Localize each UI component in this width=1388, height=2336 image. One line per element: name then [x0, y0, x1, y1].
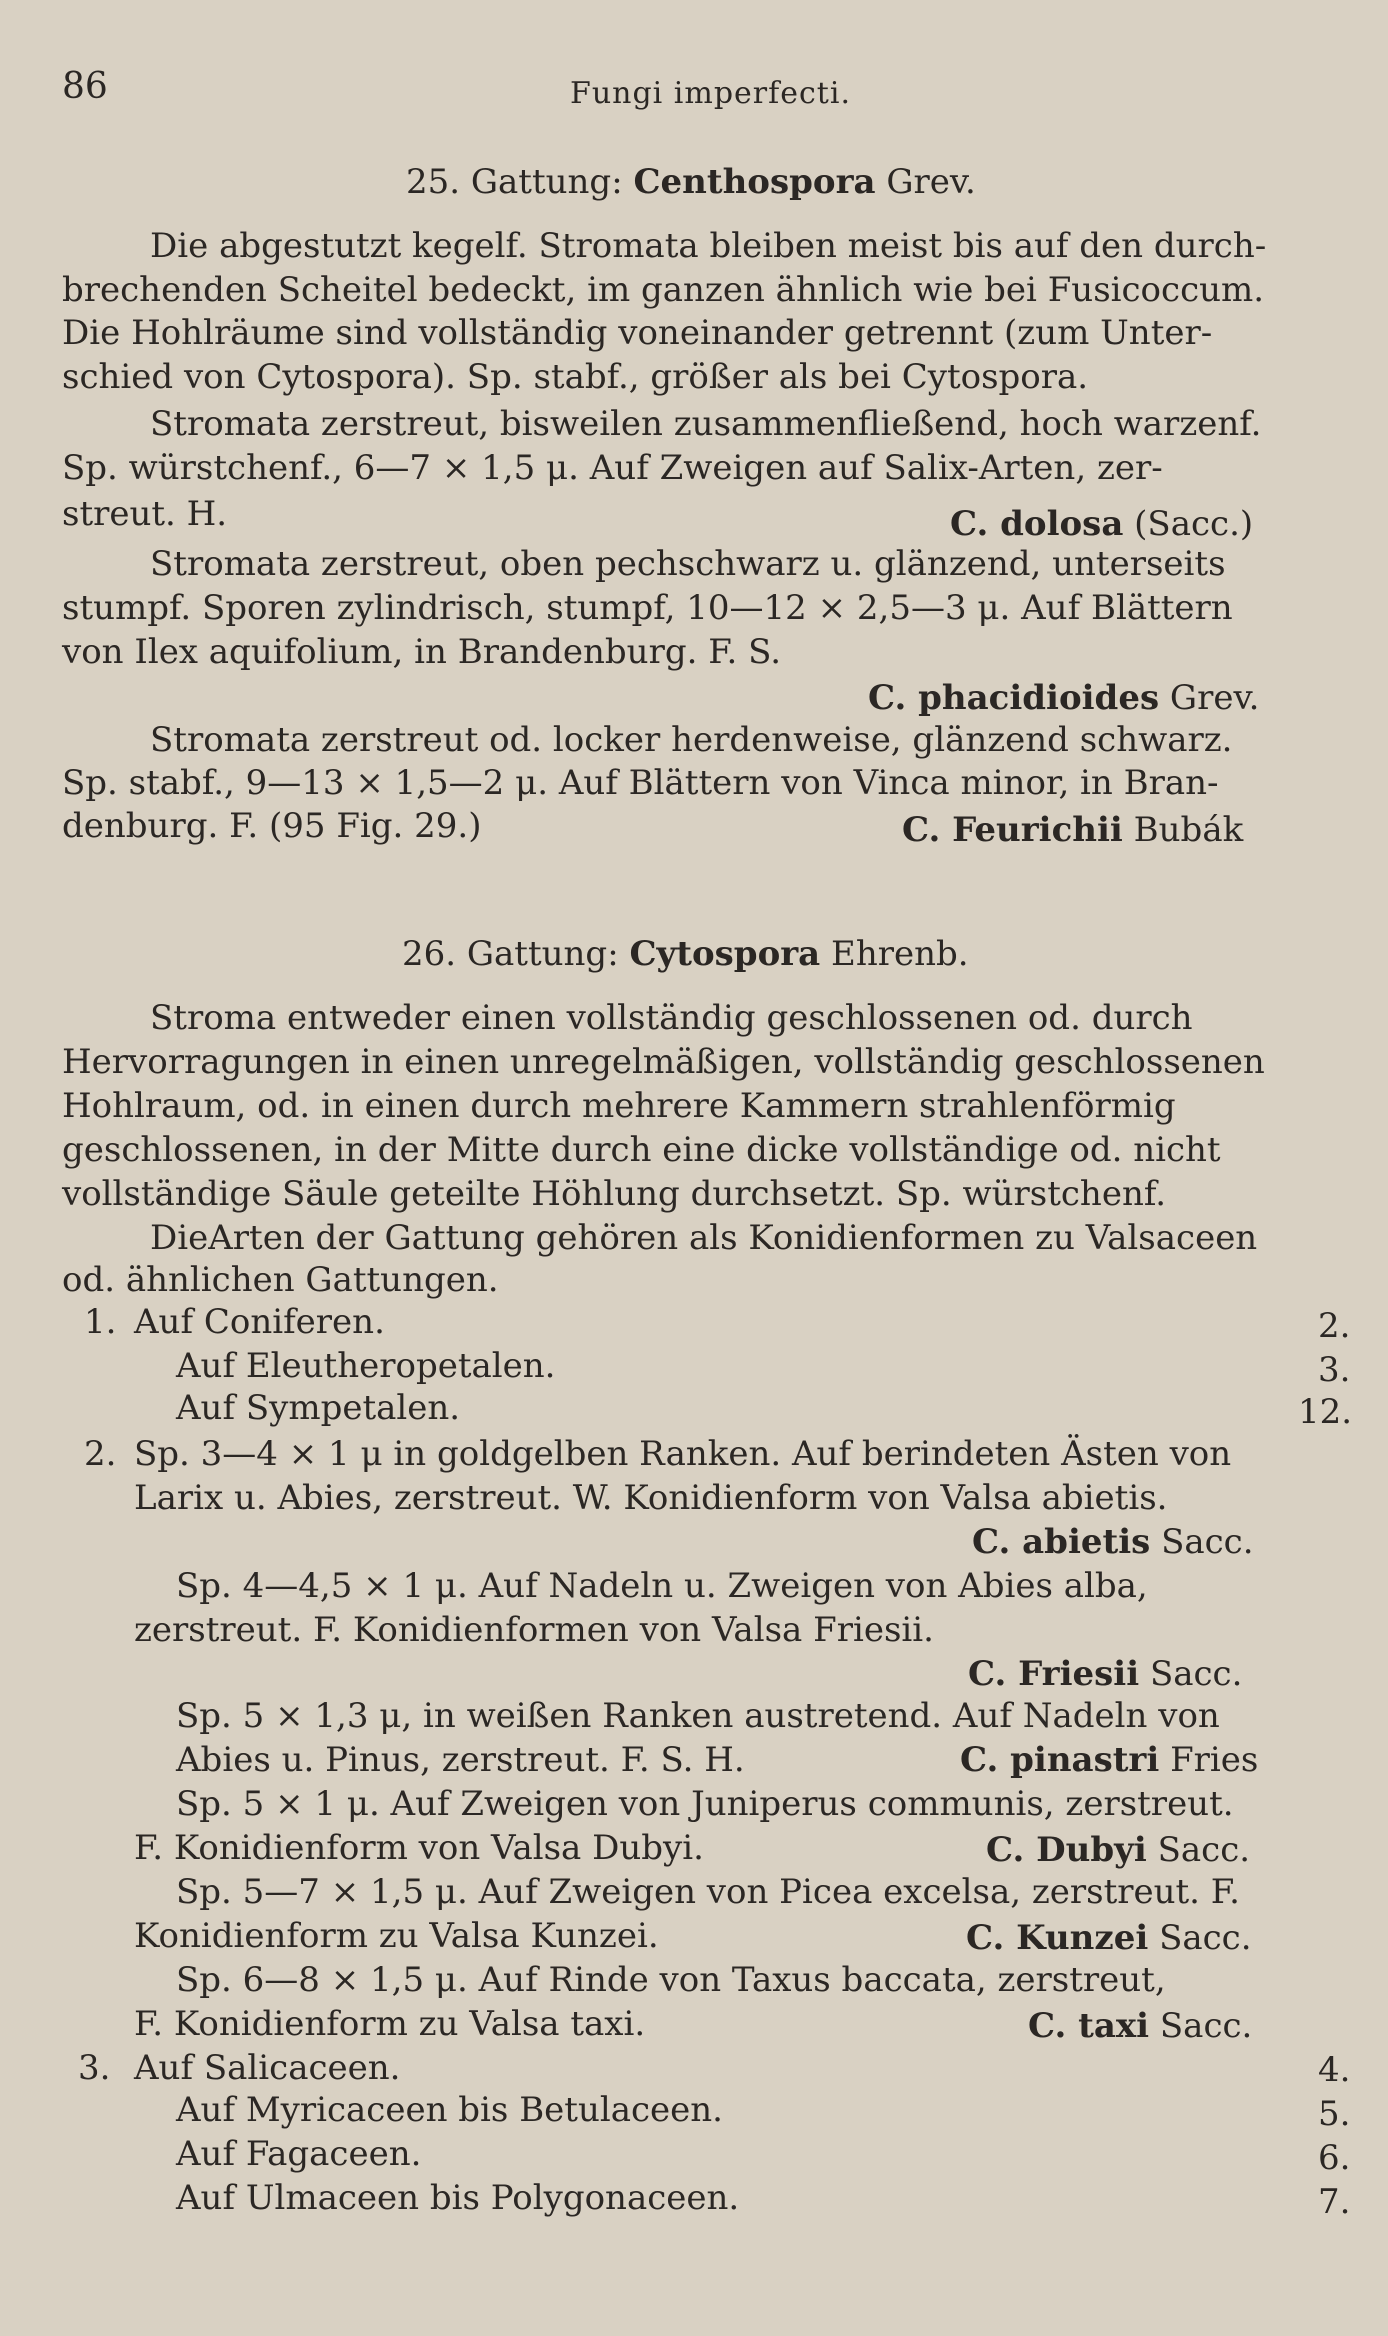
species-name-dubyi: [986, 1830, 1250, 1870]
species-author: Fries: [1170, 1740, 1259, 1780]
genus-heading-prefix: 26. Gattung:: [402, 934, 619, 974]
text-line: Stromata zerstreut, oben pechschwarz u. glänzend, unterseits: [150, 544, 1226, 584]
text-line: Sp. würstchenf., 6—7 × 1,5 μ. Auf Zweigen auf Salix-Arten, zer-: [62, 448, 1163, 488]
species-author: Grev.: [1169, 678, 1260, 718]
text-line: Sp. 3—4 × 1 μ in goldgelben Ranken. Auf berindeten Ästen von: [134, 1434, 1232, 1474]
key-reference: 12.: [1298, 1392, 1353, 1432]
species-name: C. pinastri: [960, 1740, 1160, 1780]
text-line: vollständige Säule geteilte Höhlung durchsetzt. Sp. würstchenf.: [62, 1174, 1167, 1214]
text-line: Stroma entweder einen vollständig geschlossenen od. durch: [150, 998, 1193, 1038]
species-author: Sacc.: [1157, 1830, 1251, 1870]
key-reference: 7.: [1318, 2182, 1351, 2222]
genus-author: Grev.: [886, 162, 976, 202]
key-reference: 5.: [1318, 2094, 1351, 2134]
text-line: Larix u. Abies, zerstreut. W. Konidienform von Valsa abietis.: [134, 1478, 1168, 1518]
text-line: Sp. 5—7 × 1,5 μ. Auf Zweigen von Picea excelsa, zerstreut. F.: [176, 1872, 1240, 1912]
species-name: C. Feurichii: [902, 810, 1123, 850]
species-name: C. dolosa: [950, 504, 1124, 544]
genus-heading-cytospora: [402, 934, 969, 974]
species-name: C. taxi: [1028, 2006, 1150, 2046]
genus-author: Ehrenb.: [831, 934, 969, 974]
key-text: Auf Eleutheropetalen.: [176, 1346, 556, 1386]
species-author: Sacc.: [1149, 1654, 1243, 1694]
species-name-phacidioides: [868, 678, 1259, 718]
species-author: Sacc.: [1161, 1522, 1254, 1562]
species-author: Sacc.: [1159, 1918, 1252, 1958]
text-line: DieArten der Gattung gehören als Konidienformen zu Valsaceen: [150, 1218, 1258, 1258]
text-line: Hervorragungen in einen unregelmäßigen, vollständig geschlossenen: [62, 1042, 1265, 1082]
text-line: F. Konidienform zu Valsa taxi.: [134, 2004, 646, 2044]
text-line: Sp. stabf., 9—13 × 1,5—2 μ. Auf Blättern von Vinca minor, in Bran-: [62, 763, 1219, 803]
key-text: Auf Salicaceen.: [134, 2048, 401, 2088]
text-line: od. ähnlichen Gattungen.: [62, 1260, 499, 1300]
text-line: F. Konidienform von Valsa Dubyi.: [134, 1828, 704, 1868]
species-name: C. Friesii: [968, 1654, 1140, 1694]
text-line: Stromata zerstreut, bisweilen zusammenfließend, hoch warzenf.: [150, 404, 1262, 444]
genus-name: Centhospora: [633, 162, 876, 202]
genus-heading-centhospora: [406, 162, 976, 202]
key-number: 1.: [84, 1302, 117, 1342]
key-reference: 6.: [1318, 2138, 1351, 2178]
key-reference: 3.: [1318, 1350, 1351, 1390]
species-name-friesii: [968, 1654, 1242, 1694]
key-text: Auf Ulmaceen bis Polygonaceen.: [176, 2178, 740, 2218]
text-line: Die Hohlräume sind vollständig voneinander getrennt (zum Unter-: [62, 313, 1213, 353]
text-line: brechenden Scheitel bedeckt, im ganzen ähnlich wie bei Fusicoccum.: [62, 270, 1265, 310]
key-text: Auf Coniferen.: [134, 1302, 385, 1342]
text-line: stumpf. Sporen zylindrisch, stumpf, 10—12 × 2,5—3 μ. Auf Blättern: [62, 588, 1233, 628]
text-line: schied von Cytospora). Sp. stabf., größer als bei Cytospora.: [62, 357, 1089, 397]
species-name-kunzei: [966, 1918, 1252, 1958]
species-name: C. phacidioides: [868, 678, 1160, 718]
species-name-feurichii: [902, 810, 1243, 850]
text-line: Sp. 4—4,5 × 1 μ. Auf Nadeln u. Zweigen von Abies alba,: [176, 1566, 1148, 1606]
text-line: Die abgestutzt kegelf. Stromata bleiben meist bis auf den durch-: [150, 226, 1267, 266]
species-name-pinastri: [960, 1740, 1258, 1780]
species-name-dolosa: [950, 504, 1253, 544]
text-line: denburg. F. (95 Fig. 29.): [62, 806, 482, 846]
species-name: C. Kunzei: [966, 1918, 1149, 1958]
text-line: zerstreut. F. Konidienformen von Valsa Friesii.: [134, 1610, 934, 1650]
text-line: streut. H.: [62, 494, 228, 534]
key-reference: 4.: [1318, 2050, 1351, 2090]
page-number: 86: [62, 66, 108, 107]
text-line: Konidienform zu Valsa Kunzei.: [134, 1916, 659, 1956]
key-number: 3.: [78, 2048, 111, 2088]
species-author: Sacc.: [1159, 2006, 1253, 2046]
species-name: C. abietis: [972, 1522, 1151, 1562]
key-text: Auf Sympetalen.: [176, 1388, 461, 1428]
genus-name: Cytospora: [629, 934, 821, 974]
key-text: Auf Fagaceen.: [176, 2134, 422, 2174]
text-line: Sp. 5 × 1,3 μ, in weißen Ranken austretend. Auf Nadeln von: [176, 1696, 1220, 1736]
key-number: 2.: [84, 1434, 117, 1474]
species-name: C. Dubyi: [986, 1830, 1147, 1870]
species-name-abietis: [972, 1522, 1254, 1562]
text-line: Sp. 6—8 × 1,5 μ. Auf Rinde von Taxus baccata, zerstreut,: [176, 1960, 1166, 2000]
text-line: Abies u. Pinus, zerstreut. F. S. H.: [176, 1740, 745, 1780]
text-line: geschlossenen, in der Mitte durch eine dicke vollständige od. nicht: [62, 1130, 1221, 1170]
key-reference: 2.: [1318, 1306, 1351, 1346]
species-author: (Sacc.): [1134, 504, 1254, 544]
running-title: Fungi imperfecti.: [570, 76, 851, 111]
species-name-taxi: [1028, 2006, 1252, 2046]
genus-heading-prefix: 25. Gattung:: [406, 162, 623, 202]
text-line: Hohlraum, od. in einen durch mehrere Kammern strahlenförmig: [62, 1086, 1176, 1126]
text-line: Stromata zerstreut od. locker herdenweise, glänzend schwarz.: [150, 720, 1233, 760]
key-text: Auf Myricaceen bis Betulaceen.: [176, 2090, 723, 2130]
species-author: Bubák: [1133, 810, 1244, 850]
text-line: von Ilex aquifolium, in Brandenburg. F. S.: [62, 632, 782, 672]
text-line: Sp. 5 × 1 μ. Auf Zweigen von Juniperus communis, zerstreut.: [176, 1784, 1234, 1824]
